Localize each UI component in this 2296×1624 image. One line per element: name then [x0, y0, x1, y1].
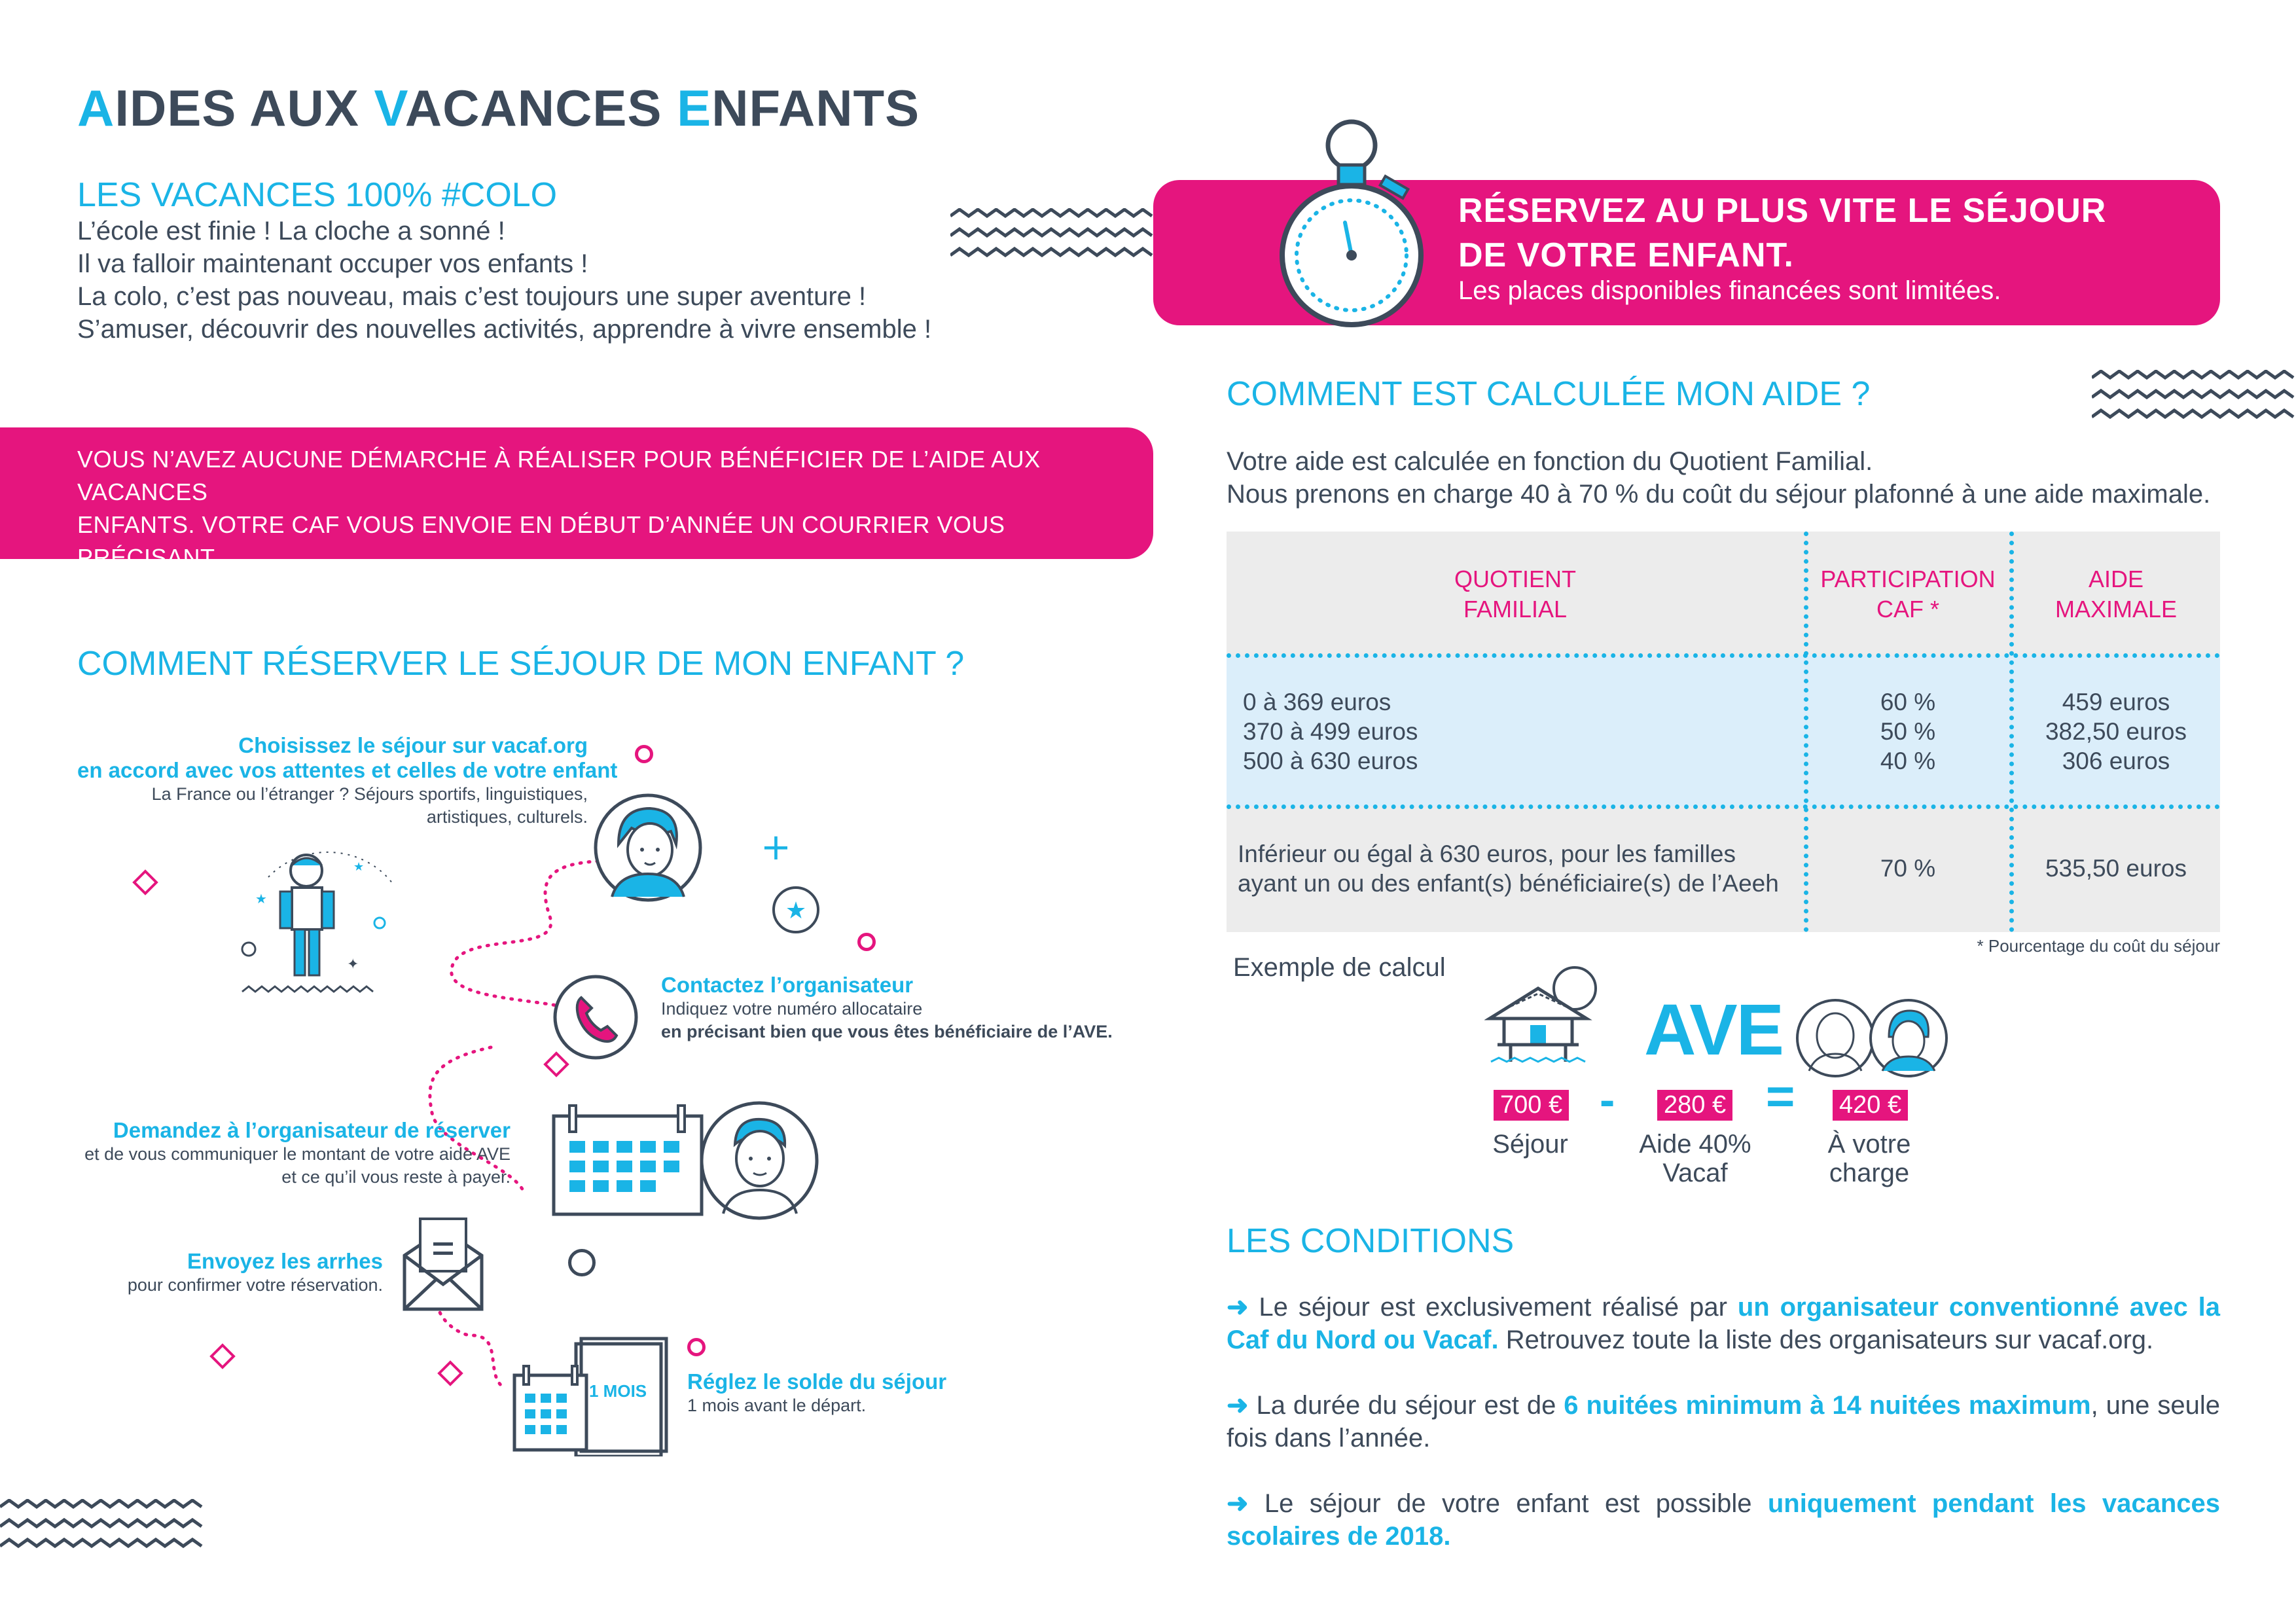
- condition-highlight: un organisateur conventionné avec la Caf du Nord ou Vacaf.: [1227, 1293, 2221, 1354]
- calc-intro-line: Votre aide est calculée en fonction du Quotient Familial.: [1227, 447, 1873, 476]
- step-5-text: 1 mois avant le départ.: [687, 1396, 867, 1415]
- calendar-icon: [550, 1103, 707, 1221]
- table-cell-qf: [1243, 687, 1418, 776]
- condition-text: Le séjour de votre enfant est possible: [1248, 1489, 1768, 1518]
- step-2-text: Indiquez votre numéro allocataire: [661, 999, 923, 1019]
- calendar-month-label: 1 MOIS: [589, 1381, 647, 1401]
- circle-decoration-icon: [857, 933, 876, 951]
- step-2-text-2: en précisant bien que vous êtes bénéficiaire de l’AVE.: [661, 1022, 1113, 1041]
- step-4: [65, 1249, 383, 1297]
- intro-heading: LES VACANCES 100% #COLO: [77, 176, 558, 214]
- table-cell-participation: [1806, 687, 2009, 776]
- arrow-icon: ➜: [1227, 1489, 1249, 1518]
- svg-text:★: ★: [255, 891, 267, 907]
- reserve-heading: COMMENT RÉSERVER LE SÉJOUR DE MON ENFANT ?: [77, 645, 965, 683]
- phone-icon: [550, 971, 641, 1063]
- table-cell-aide: [2012, 687, 2220, 776]
- page-title: AIDES AUX VACANCES ENFANTS: [77, 79, 920, 137]
- table-cell-participation: 70 %: [1880, 855, 1936, 882]
- notice-text: [77, 443, 1098, 607]
- aide-label-line: Aide 40%: [1639, 1130, 1751, 1159]
- circle-decoration-icon: [635, 745, 653, 763]
- step-5: [687, 1369, 946, 1417]
- charge-label: [1804, 1130, 1935, 1187]
- step-2: [661, 973, 1113, 1043]
- charge-amount: 420 €: [1833, 1090, 1908, 1121]
- man-avatar-icon: [697, 1098, 821, 1223]
- svg-text:✦: ✦: [347, 956, 359, 973]
- calc-intro-line-2: Nous prenons en charge 40 à 70 % du coût du séjour plafonné à une aide maximale.: [1227, 480, 2211, 509]
- star-badge-icon: [770, 884, 822, 936]
- arrow-icon: ➜: [1227, 1391, 1249, 1420]
- aide-label: [1623, 1130, 1767, 1187]
- equals-sign: =: [1766, 1069, 1795, 1125]
- example-label: Exemple de calcul: [1233, 953, 1446, 982]
- zigzag-decoration: [2092, 370, 2296, 429]
- conditions-heading: LES CONDITIONS: [1227, 1222, 1515, 1260]
- charge-label-line: À votre: [1827, 1130, 1911, 1159]
- condition-highlight: 6 nuitées minimum à 14 nuitées maximum: [1564, 1391, 2091, 1420]
- cell-line: 306 euros: [2062, 748, 2170, 774]
- child-traveler-icon: [229, 838, 412, 1008]
- table-cell-aide: 535,50 euros: [2045, 855, 2187, 882]
- intro-line: La colo, c’est pas nouveau, mais c’est toujours une super aventure !: [77, 282, 867, 311]
- table-divider: [1227, 804, 2220, 809]
- step-1-title: Choisissez le séjour sur vacaf.org: [238, 733, 588, 757]
- condition-item: [1227, 1291, 2220, 1356]
- diamond-decoration-icon: [132, 869, 158, 895]
- step-1: [77, 733, 618, 829]
- condition-item: [1227, 1389, 2220, 1454]
- step-4-title: Envoyez les arrhes: [187, 1249, 383, 1273]
- zigzag-decoration: [950, 208, 1153, 267]
- cell-line: 0 à 369 euros: [1243, 689, 1391, 715]
- table-header-qf: [1227, 564, 1804, 624]
- notice-line: LA DURÉE, LE TAUX DE L’AIDE, LE PLAFOND...: [77, 577, 614, 604]
- table-header-aide: [2012, 564, 2220, 624]
- cell-line: 50 %: [1880, 718, 1936, 745]
- step-4-text: pour confirmer votre réservation.: [127, 1275, 383, 1295]
- banner-title: RÉSERVEZ AU PLUS VITE LE SÉJOUR: [1458, 192, 2107, 230]
- header-line: MAXIMALE: [2054, 596, 2178, 623]
- cell-line: 500 à 630 euros: [1243, 748, 1418, 774]
- step-1-text-2: artistiques, culturels.: [426, 807, 588, 827]
- header-line: CAF *: [1876, 596, 1939, 623]
- header-line: QUOTIENT: [1454, 566, 1576, 592]
- cell-line: 60 %: [1880, 689, 1936, 715]
- diamond-decoration-icon: [209, 1343, 236, 1369]
- table-cell-qf: [1238, 839, 1779, 898]
- step-1-text: La France ou l’étranger ? Séjours sportifs, linguistiques,: [151, 784, 588, 804]
- circle-decoration-icon: [687, 1338, 706, 1356]
- stopwatch-icon: [1276, 118, 1433, 340]
- step-3-text: et de vous communiquer le montant de votre aide AVE: [84, 1144, 511, 1164]
- header-line: FAMILIAL: [1463, 596, 1568, 623]
- intro-line: Il va falloir maintenant occuper vos enfants !: [77, 249, 588, 278]
- intro-line: L’école est finie ! La cloche a sonné !: [77, 217, 505, 245]
- aide-amount: 280 €: [1657, 1090, 1732, 1121]
- sejour-label: Séjour: [1492, 1130, 1568, 1159]
- cell-line: 459 euros: [2062, 689, 2170, 715]
- condition-text: Le séjour est exclusivement réalisé par: [1248, 1293, 1738, 1322]
- parents-avatar-icon: [1793, 995, 1957, 1080]
- advisor-avatar-icon: [592, 792, 704, 903]
- circle-decoration-icon: [568, 1249, 596, 1276]
- cell-line: 370 à 499 euros: [1243, 718, 1418, 745]
- calc-intro: [1227, 445, 2210, 511]
- banner-title-2: DE VOTRE ENFANT.: [1458, 236, 1794, 274]
- aide-label-line: Vacaf: [1662, 1159, 1728, 1187]
- quotient-table: [1227, 532, 2220, 932]
- cell-line: ayant un ou des enfant(s) bénéficiaire(s) de l’Aeeh: [1238, 870, 1779, 897]
- step-2-title: Contactez l’organisateur: [661, 973, 914, 997]
- sejour-amount: 700 €: [1494, 1090, 1569, 1121]
- table-header-participation: [1806, 564, 2009, 624]
- charge-label-line: charge: [1829, 1159, 1910, 1187]
- step-5-title: Réglez le solde du séjour: [687, 1369, 947, 1394]
- cell-line: 40 %: [1880, 748, 1936, 774]
- condition-highlight: uniquement pendant les vacances scolaires de 2018.: [1227, 1489, 2221, 1551]
- step-1-title-2: en accord avec vos attentes et celles de votre enfant: [77, 758, 618, 782]
- banner-subtitle: Les places disponibles financées sont limitées.: [1458, 276, 2001, 305]
- intro-line: S’amuser, découvrir des nouvelles activités, apprendre à vivre ensemble !: [77, 315, 932, 344]
- envelope-icon: [401, 1216, 486, 1314]
- step-3-title: Demandez à l’organisateur de réserver: [113, 1118, 511, 1142]
- calc-heading: COMMENT EST CALCULÉE MON AIDE ?: [1227, 375, 1871, 413]
- ave-logo: AVE: [1644, 990, 1784, 1070]
- table-footnote: * Pourcentage du coût du séjour: [1977, 936, 2220, 956]
- table-divider: [1227, 653, 2220, 658]
- condition-text: , une seule fois dans l’année.: [1227, 1391, 2220, 1453]
- condition-text: La durée du séjour est de: [1248, 1391, 1564, 1420]
- condition-item: [1227, 1487, 2220, 1553]
- arrow-icon: ➜: [1227, 1293, 1249, 1322]
- step-3: [65, 1118, 511, 1189]
- notice-line: ENFANTS. VOTRE CAF VOUS ENVOIE EN DÉBUT D’ANNÉE UN COURRIER VOUS PRÉCISANT: [77, 511, 1005, 571]
- hut-icon: [1484, 962, 1602, 1067]
- header-line: PARTICIPATION: [1820, 566, 1996, 592]
- step-3-text-2: et ce qu’il vous reste à payer.: [281, 1167, 511, 1187]
- svg-text:★: ★: [353, 860, 365, 874]
- svg-text:★: ★: [785, 897, 807, 924]
- zigzag-decoration: [0, 1499, 203, 1558]
- intro-text: [77, 215, 931, 346]
- cell-line: 382,50 euros: [2045, 718, 2187, 745]
- cell-line: Inférieur ou égal à 630 euros, pour les familles: [1238, 840, 1736, 867]
- condition-text: Retrouvez toute la liste des organisateurs sur vacaf.org.: [1498, 1326, 2154, 1354]
- header-line: AIDE: [2088, 566, 2144, 592]
- minus-sign: -: [1600, 1074, 1615, 1125]
- notice-line: VOUS N’AVEZ AUCUNE DÉMARCHE À RÉALISER POUR BÉNÉFICIER DE L’AIDE AUX VACANCES: [77, 446, 1041, 505]
- plus-icon: +: [761, 826, 791, 869]
